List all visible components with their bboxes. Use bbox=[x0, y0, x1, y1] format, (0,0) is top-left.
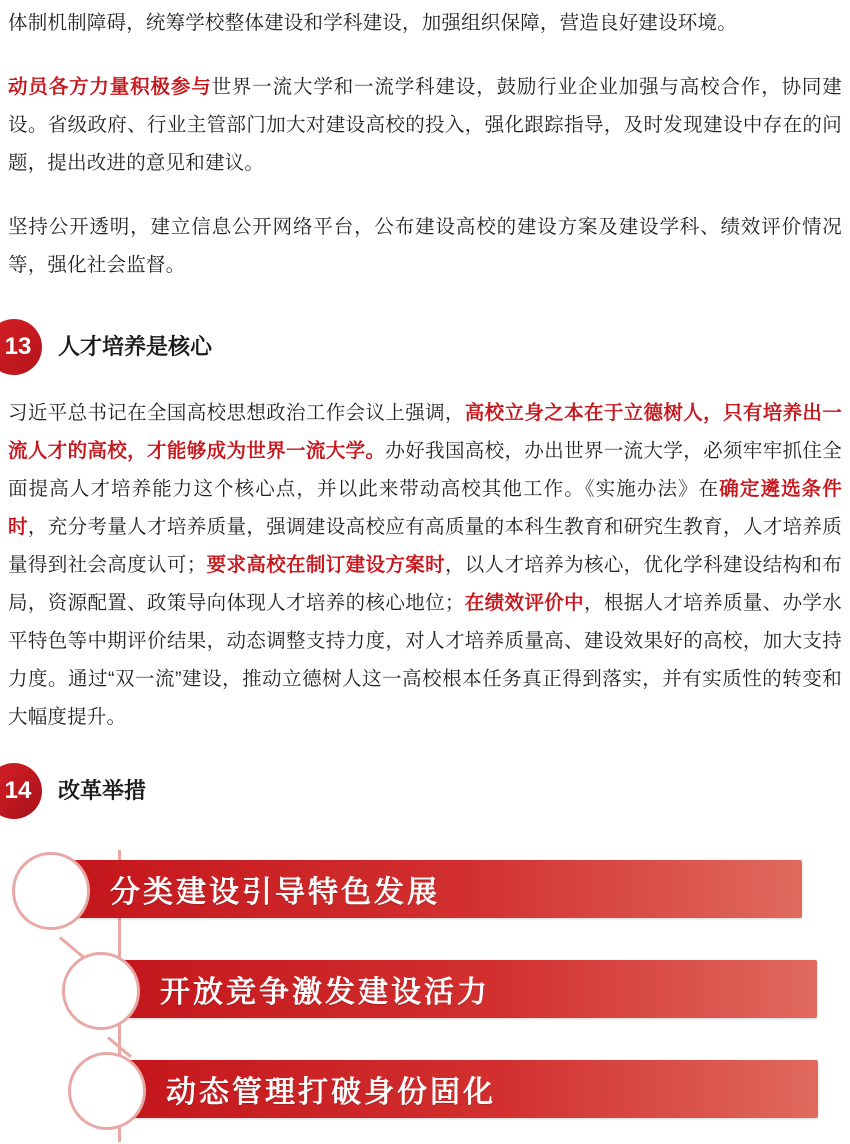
paragraph-1 bbox=[8, 0, 842, 42]
flow-bar-label: 动态管理打破身份固化 bbox=[166, 1076, 496, 1109]
paragraph-2 bbox=[8, 68, 842, 182]
spacer bbox=[8, 42, 842, 68]
flow-bar-3 bbox=[118, 1060, 818, 1118]
flow-bar-label: 分类建设引导特色发展 bbox=[110, 876, 440, 909]
text-run-highlight: 在绩效评价中 bbox=[464, 592, 584, 614]
flow-bar-1 bbox=[62, 860, 802, 918]
section-title: 改革举措 bbox=[54, 777, 150, 805]
text-run: 办好我国高校，办出世界一流大学，必须牢牢抓住全面提高人才培养能力这个核心点，并以此来带动高校其他工作。《实施办法》在 bbox=[8, 440, 842, 500]
spacer bbox=[8, 182, 842, 208]
text-run: 体制机制障碍，统筹学校整体建设和学科建设，加强组织保障，营造良好建设环境。 bbox=[8, 12, 737, 34]
text-run-highlight: 要求高校在制订建设方案时 bbox=[206, 554, 445, 576]
section-heading-14 bbox=[0, 762, 842, 820]
text-run: ，充分考量人才培养质量，强调建设高校应有高质量的本科生教育和研究生教育，人才培养质量得到社会高度认可； bbox=[8, 516, 843, 576]
flow-node-circle bbox=[62, 952, 140, 1030]
paragraph-3 bbox=[8, 208, 842, 284]
section-number-badge: 13 bbox=[0, 319, 42, 375]
text-run: 习近平总书记在全国高校思想政治工作会议上强调， bbox=[8, 402, 465, 424]
section-heading-13 bbox=[0, 318, 842, 376]
text-run: ，根据人才培养质量、办学水平特色等中期评价结果，动态调整支持力度，对人才培养质量高、建设效果好的高校，加大支持力度。通过“双一流”建设，推动立德树人这一高校根本任务真正得到落实，并有实质性的转变和大幅度提升。 bbox=[8, 592, 842, 728]
section-13-body bbox=[8, 394, 842, 736]
reform-measures-flow bbox=[0, 844, 850, 1144]
text-run: 坚持公开透明，建立信息公开网络平台，公布建设高校的建设方案及建设学科、绩效评价情况等，强化社会监督。 bbox=[8, 216, 842, 276]
section-number-badge: 14 bbox=[0, 763, 42, 819]
text-run: 世界一流大学和一流学科建设，鼓励行业企业加强与高校合作，协同建设。省级政府、行业主管部门加大对建设高校的投入，强化跟踪指导，及时发现建设中存在的问题，提出改进的意见和建议。 bbox=[8, 76, 842, 174]
flow-node-circle bbox=[68, 1052, 146, 1130]
flow-bar-2 bbox=[112, 960, 817, 1018]
flow-bar-label: 开放竞争激发建设活力 bbox=[160, 976, 490, 1009]
text-run-highlight: 确定遴选条件时 bbox=[8, 478, 842, 538]
spacer bbox=[8, 376, 842, 394]
section-title: 人才培养是核心 bbox=[54, 333, 216, 361]
flow-node-circle bbox=[12, 852, 90, 930]
text-run: ，以人才培养为核心，优化学科建设结构和布局，资源配置、政策导向体现人才培养的核心地位； bbox=[8, 554, 842, 614]
spacer bbox=[8, 284, 842, 318]
text-run-highlight: 高校立身之本在于立德树人，只有培养出一流人才的高校，才能够成为世界一流大学。 bbox=[8, 402, 842, 462]
text-run-highlight: 动员各方力量积极参与 bbox=[8, 76, 212, 98]
spacer bbox=[8, 736, 842, 762]
